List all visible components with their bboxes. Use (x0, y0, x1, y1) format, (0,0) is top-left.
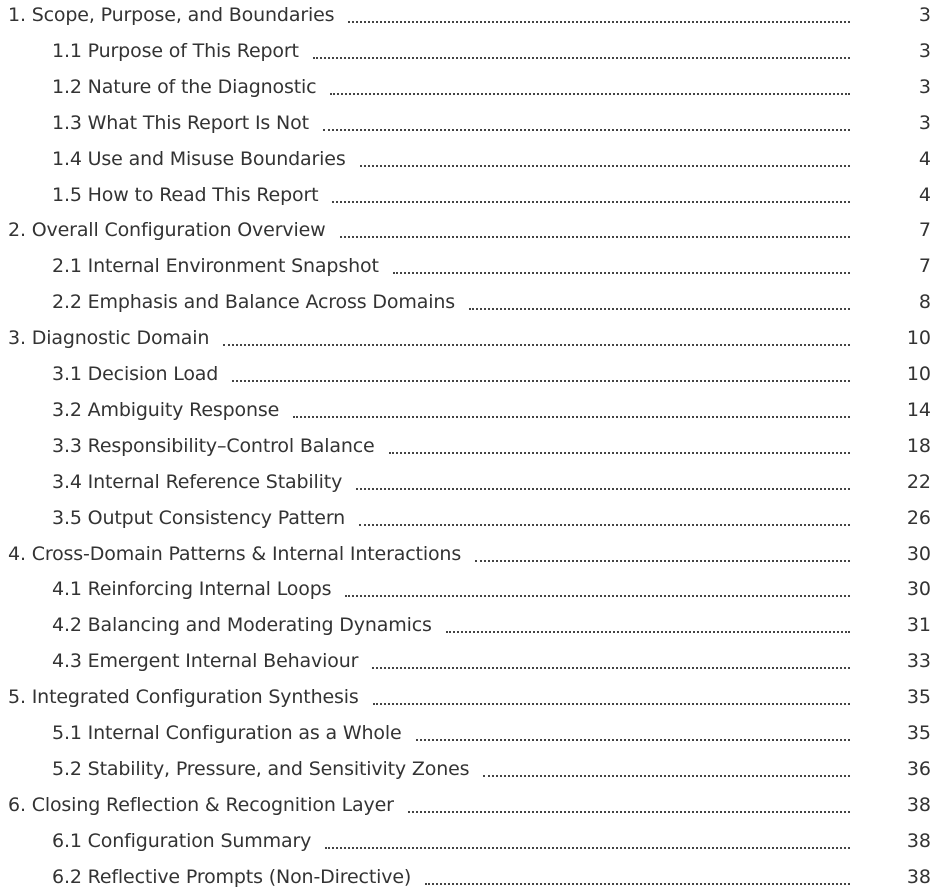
toc-page-number: 3 (918, 39, 931, 62)
toc-page-number: 36 (906, 757, 931, 780)
toc-page-number: 3 (918, 75, 931, 98)
toc-entry-title: 5. Integrated Configuration Synthesis (8, 686, 359, 709)
dot-leader (340, 236, 850, 238)
toc-entry-title: 3.1 Decision Load (52, 363, 219, 385)
toc-page-number: 30 (906, 542, 931, 565)
dot-leader (408, 811, 850, 813)
toc-page-number: 26 (906, 506, 931, 529)
dot-leader (232, 380, 850, 382)
toc-entry-title: 1. Scope, Purpose, and Boundaries (8, 4, 335, 26)
toc-page-number: 22 (906, 470, 931, 493)
toc-subsection-entry[interactable] (0, 361, 941, 387)
toc-entry-title: 1.2 Nature of the Diagnostic (52, 75, 317, 98)
toc-page-number: 30 (906, 578, 931, 601)
toc-section-entry[interactable] (0, 217, 941, 243)
dot-leader (345, 595, 850, 597)
dot-leader (332, 201, 850, 203)
toc-entry-title: 2.1 Internal Environment Snapshot (52, 255, 379, 278)
toc-page-number: 35 (906, 722, 931, 744)
dot-leader (223, 344, 850, 346)
toc-page-number: 3 (918, 111, 931, 134)
dot-leader (483, 775, 850, 777)
dot-leader (446, 631, 850, 633)
toc-entry-title: 6.1 Configuration Summary (52, 829, 312, 852)
toc-entry-title: 3.3 Responsibility–Control Balance (52, 434, 375, 457)
toc-subsection-entry[interactable] (0, 397, 941, 423)
toc-subsection-entry[interactable] (0, 182, 941, 208)
dot-leader (325, 847, 850, 849)
toc-subsection-entry[interactable] (0, 648, 941, 674)
toc-entry-title: 5.2 Stability, Pressure, and Sensitivity Zones (52, 757, 470, 780)
toc-page-number: 18 (906, 434, 931, 457)
toc-subsection-entry[interactable] (0, 864, 941, 890)
toc-entry-title: 1.4 Use and Misuse Boundaries (52, 147, 346, 170)
toc-subsection-entry[interactable] (0, 289, 941, 315)
toc-page-number: 4 (918, 183, 931, 206)
toc-page-number: 38 (906, 865, 931, 888)
toc-subsection-entry[interactable] (0, 828, 941, 854)
toc-entry-title: 5.1 Internal Configuration as a Whole (52, 722, 402, 744)
dot-leader (425, 883, 850, 885)
toc-page-number: 31 (906, 614, 931, 637)
dot-leader (360, 165, 850, 167)
toc-page-number: 38 (906, 793, 931, 816)
toc-entry-title: 3.4 Internal Reference Stability (52, 470, 343, 493)
dot-leader (330, 93, 850, 95)
toc-subsection-entry[interactable] (0, 720, 941, 746)
toc-subsection-entry[interactable] (0, 433, 941, 459)
dot-leader (313, 57, 850, 59)
toc-entry-title: 2.2 Emphasis and Balance Across Domains (52, 291, 455, 314)
toc-page-number: 33 (906, 650, 931, 673)
toc-section-entry[interactable] (0, 684, 941, 710)
dot-leader (475, 560, 850, 562)
dot-leader (293, 416, 850, 418)
dot-leader (348, 21, 850, 23)
dot-leader (372, 667, 850, 669)
toc-page-number: 14 (906, 398, 931, 421)
dot-leader (393, 272, 850, 274)
dot-leader (469, 308, 850, 310)
toc-entry-title: 6.2 Reflective Prompts (Non-Directive) (52, 865, 412, 888)
dot-leader (323, 129, 850, 131)
toc-entry-title: 4. Cross-Domain Patterns & Internal Interactions (8, 542, 462, 565)
toc-page-number: 7 (918, 219, 931, 242)
toc-subsection-entry[interactable] (0, 146, 941, 172)
toc-entry-title: 1.3 What This Report Is Not (52, 111, 309, 134)
toc-subsection-entry[interactable] (0, 74, 941, 100)
toc-subsection-entry[interactable] (0, 576, 941, 602)
dot-leader (359, 524, 850, 526)
toc-subsection-entry[interactable] (0, 469, 941, 495)
toc-page-number: 3 (918, 4, 931, 26)
toc-section-entry[interactable] (0, 2, 941, 28)
dot-leader (416, 739, 850, 741)
toc-entry-title: 2. Overall Configuration Overview (8, 219, 326, 242)
toc-entry-title: 1.5 How to Read This Report (52, 183, 319, 206)
toc-page-number: 38 (906, 829, 931, 852)
toc-entry-title: 3.2 Ambiguity Response (52, 398, 280, 421)
toc-subsection-entry[interactable] (0, 612, 941, 638)
toc-subsection-entry[interactable] (0, 253, 941, 279)
toc-entry-title: 1.1 Purpose of This Report (52, 39, 299, 62)
toc-page-number: 7 (918, 255, 931, 278)
dot-leader (356, 488, 850, 490)
toc-subsection-entry[interactable] (0, 38, 941, 64)
toc-page-number: 35 (906, 686, 931, 709)
toc-subsection-entry[interactable] (0, 110, 941, 136)
toc-page-number: 4 (918, 147, 931, 170)
toc-subsection-entry[interactable] (0, 505, 941, 531)
toc-section-entry[interactable] (0, 792, 941, 818)
toc-entry-title: 4.2 Balancing and Moderating Dynamics (52, 614, 432, 637)
toc-entry-title: 3. Diagnostic Domain (8, 327, 210, 350)
toc-entry-title: 4.3 Emergent Internal Behaviour (52, 650, 359, 673)
toc-page-number: 10 (906, 327, 931, 350)
toc-subsection-entry[interactable] (0, 756, 941, 782)
dot-leader (373, 703, 850, 705)
toc-section-entry[interactable] (0, 325, 941, 351)
toc-entry-title: 6. Closing Reflection & Recognition Layer (8, 793, 394, 816)
toc-page-number: 8 (918, 291, 931, 314)
dot-leader (389, 452, 850, 454)
toc-section-entry[interactable] (0, 541, 941, 567)
toc-entry-title: 3.5 Output Consistency Pattern (52, 506, 346, 529)
toc-entry-title: 4.1 Reinforcing Internal Loops (52, 578, 332, 601)
toc-page-number: 10 (906, 363, 931, 385)
